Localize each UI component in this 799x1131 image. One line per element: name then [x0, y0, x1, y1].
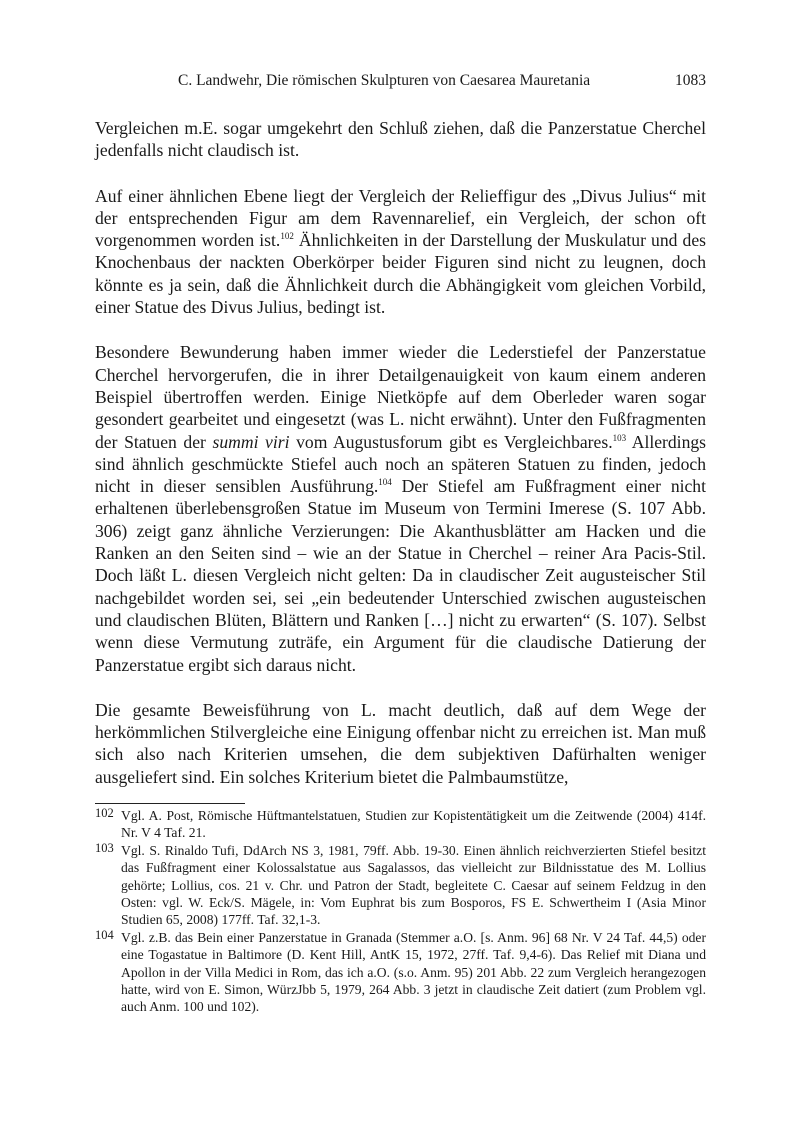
paragraph-text: Besondere Bewunderung haben immer wieder die Lederstiefel der Panzerstatue Cherchel hervorgerufen, die in ihrer Detailgenauigkeit von kaum einem anderen Beispiel übertroffen werden. Einige Nietköpfe auf dem Oberleder waren sogar gesondert gearbeitet und eingesetzt (was L. nicht erwähnt). Unter den Fußfragmenten der Statuen der — [95, 342, 706, 452]
footnote-102 — [95, 807, 706, 842]
paragraph-text: Die gesamte Beweisführung von L. macht deutlich, daß auf dem Wege der herkömmlichen Stilvergleiche eine Einigung offenbar nicht zu erreichen ist. Man muß sich also nach Kriterien umsehen, die dem subjektiven Dafürhalten weniger ausgeliefert sind. Ein solches Kriterium bietet die Palmbaumstütze, — [95, 699, 706, 787]
footnotes — [95, 807, 706, 1016]
footnote-number: 103 — [95, 840, 114, 855]
paragraph-text: Der Stiefel am Fußfragment einer nicht erhaltenen überlebensgroßen Statue im Museum von Termini Imerese (S. 107 Abb. 306) zeigt ganz ähnliche Verzierungen: Die Akanthusblätter am Hacken und die Ranken an den Seiten sind – wie an der Statue in Cherchel – reiner Ara Pacis-Stil. Doch läßt L. diesen Vergleich nicht gelten: Da in claudischer Zeit augusteischer Stil nachgebildet worden sei, sei „ein bedeutender Unterschied zwischen augusteischen und claudischen Blüten, Blättern und Ranken […] nicht zu erwarten“ (S. 107). Selbst wenn diese Vermutung zuträfe, ein Argument für die claudische Datierung der Panzerstatue ergibt sich daraus nicht. — [95, 476, 706, 675]
paragraph-text: Auf einer ähnlichen Ebene liegt der Vergleich der Relieffigur des „Divus Julius“ mit der entsprechenden Figur am dem Ravennarelief, ein Vergleich, der schon oft vorgenommen worden ist. — [95, 185, 706, 251]
paragraph-text: Allerdings sind ähnlich geschmückte Stiefel auch noch an späteren Statuen zu finden, jedoch nicht in dieser sensiblen Ausführung. — [95, 431, 707, 497]
footnote-104 — [95, 929, 706, 1016]
running-head-title: C. Landwehr, Die römischen Skulpturen von Caesarea Mauretania — [178, 72, 591, 89]
footnote-text: Vgl. A. Post, Römische Hüftmantelstatuen, Studien zur Kopistentätigkeit um die Zeitwende (2004) 414f. Nr. V 4 Taf. 21. — [121, 808, 706, 841]
footnote-text: Vgl. z.B. das Bein einer Panzerstatue in Granada (Stemmer a.O. [s. Anm. 96] 68 Nr. V 24 Taf. 44,5) oder eine Togastatue in Baltimore (D. Kent Hill, AntK 15, 1972, 27ff. Taf. 9,4-6). Das Relief mit Diana und Apollon in der Villa Medici in Rom, das ich a.O. (s.o. Anm. 95) 201 Abb. 22 zum Vergleich herangezogen hatte, wird von E. Simon, WürzJbb 5, 1979, 264 Abb. 3 jetzt in claudische Zeit datiert (zum Problem vgl. auch Anm. 100 und 102). — [121, 929, 706, 1015]
paragraph-1 — [95, 117, 706, 162]
footnote-number: 104 — [95, 927, 114, 942]
page-number: 1083 — [675, 72, 706, 89]
paragraph-text: Ähnlichkeiten in der Darstellung der Muskulatur und des Knochenbaus der nackten Oberkörper beider Figuren sind nicht zu leugnen, doch könnte es ja sein, daß die Ähnlichkeit durch die Abhängigkeit vom gleichen Vorbild, einer Statue des Divus Julius, bedingt ist. — [95, 230, 706, 318]
body-text — [95, 117, 706, 788]
footnote-103 — [95, 842, 706, 929]
emphasis-summi-viri: summi viri — [212, 431, 290, 452]
paragraph-text: vom Augustusforum gibt es Vergleichbares. — [289, 431, 613, 452]
paragraph-2 — [95, 185, 706, 319]
footnote-ref-104[interactable]: 104 — [378, 477, 392, 488]
footnote-separator — [95, 803, 245, 804]
paragraph-3 — [95, 341, 706, 675]
footnote-number: 102 — [95, 806, 114, 820]
paragraph-text: Vergleichen m.E. sogar umgekehrt den Schluß ziehen, daß die Panzerstatue Cherchel jedenfalls nicht claudisch ist. — [95, 118, 706, 161]
footnote-ref-102[interactable]: 102 — [280, 231, 294, 242]
paragraph-4 — [95, 699, 706, 788]
footnote-text: Vgl. S. Rinaldo Tufi, DdArch NS 3, 1981, 79ff. Abb. 19-30. Einen ähnlich reichverzierten Stiefel besitzt das Fußfragment einer Kolossalstatue aus Sagalassos, das vielleicht zur Bildnisstatue des M. Lollius gehörte; Lollius, cos. 21 v. Chr. und Patron der Stadt, begleitete C. Caesar auf seinem Feldzug in den Osten: vgl. W. Eck/S. Mägele, in: Vom Euphrat bis zum Bosporos, FS E. Schwertheim I (Asia Minor Studien 65, 2008) 177ff. Taf. 32,1-3. — [121, 842, 706, 928]
footnote-ref-103[interactable]: 103 — [612, 432, 627, 443]
running-head — [178, 72, 706, 94]
